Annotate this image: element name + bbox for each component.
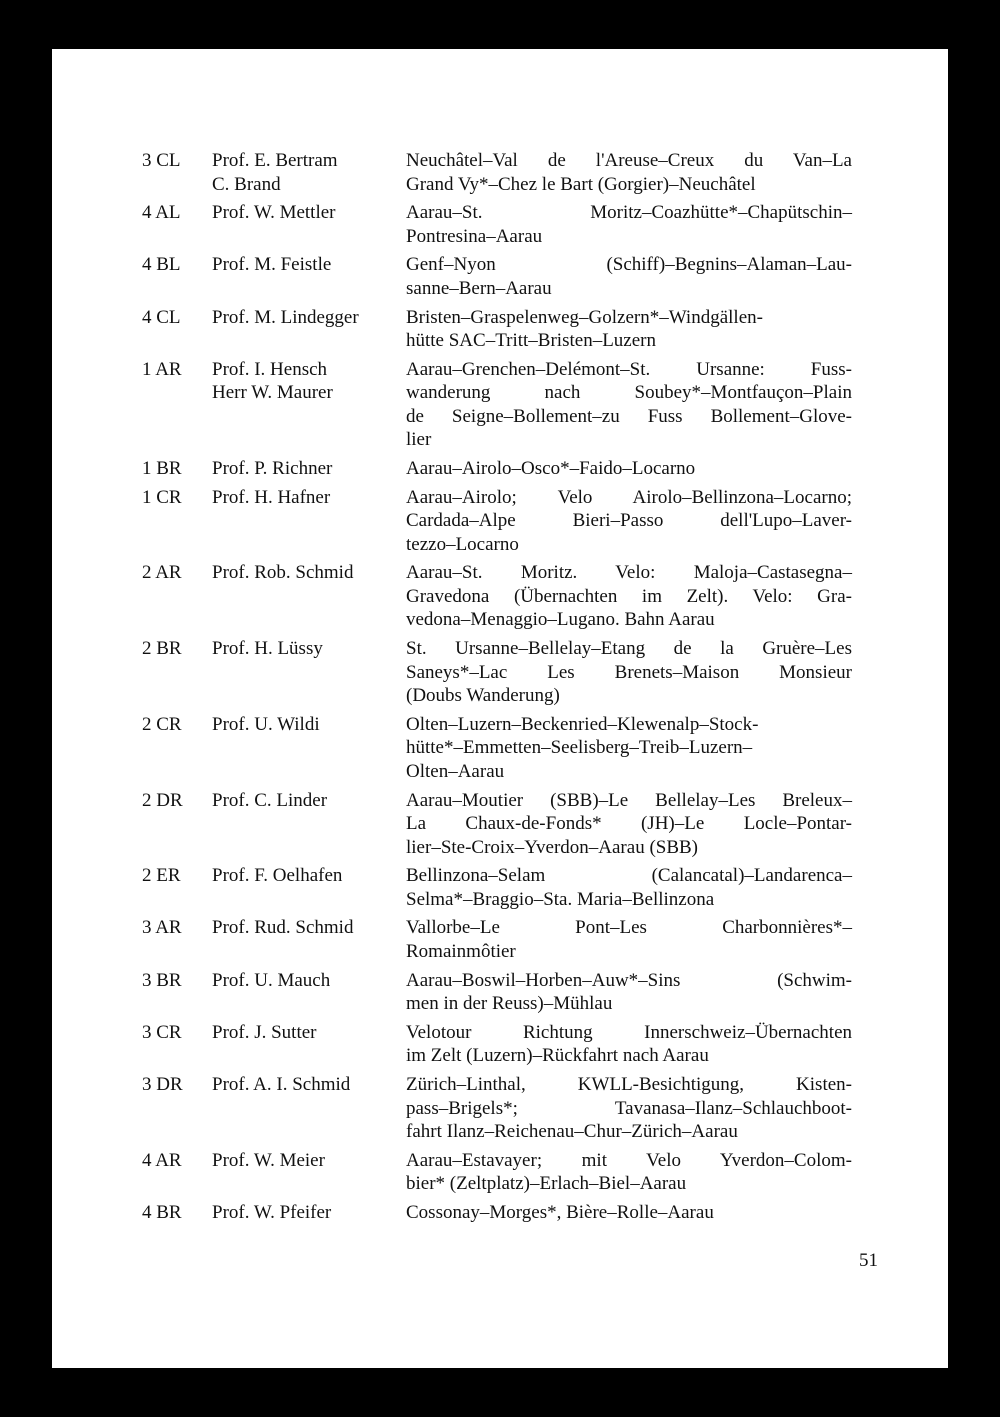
teacher-name: Prof. W. Mettler [212,202,336,224]
route-line: Grand Vy*–Chez le Bart (Gorgier)–Neuchâtel [406,173,756,195]
class-code: 3 CR [142,1021,182,1043]
route-line: Bellinzona–Selam (Calancatal)–Landarenca– [406,865,852,887]
class-code: 4 BR [142,1201,182,1223]
route-line: hütte*–Emmetten–Seelisberg–Treib–Luzern– [406,737,753,759]
route-line: Gravedona (Übernachten im Zelt). Velo: Gra- [406,585,852,607]
route-line: Pontresina–Aarau [406,225,543,247]
class-code: 2 BR [142,638,182,660]
teacher-name: Prof. Rud. Schmid [212,917,354,939]
class-code: 4 AR [142,1149,182,1171]
route-line: Aarau–St. Moritz–Coazhütte*–Chapütschin– [406,202,852,224]
class-code: 2 CR [142,713,182,735]
route-line: Vallorbe–Le Pont–Les Charbonnières*– [406,917,852,939]
teacher-list [212,916,402,940]
class-code: 2 ER [142,865,181,887]
route-line: im Zelt (Luzern)–Rückfahrt nach Aarau [406,1045,709,1067]
page-number: 51 [859,1250,878,1271]
class-code: 4 CL [142,306,181,328]
teacher-name: Prof. Rob. Schmid [212,562,354,584]
route-line: Aarau–Estavayer; mit Velo Yverdon–Colom- [406,1149,852,1171]
class-code: 3 BR [142,969,182,991]
route-description [406,457,852,481]
route-description [406,149,852,196]
route-line: Aarau–Airolo–Osco*–Faido–Locarno [406,458,696,479]
route-description [406,1201,852,1225]
teacher-name: Prof. U. Mauch [212,969,331,991]
class-code: 4 BL [142,254,181,276]
teacher-name: Prof. A. I. Schmid [212,1074,351,1095]
route-line: Saneys*–Lac Les Brenets–Maison Monsieur [406,661,852,683]
route-line: Aarau–Grenchen–Delémont–St. Ursanne: Fuss- [406,358,852,380]
route-line: Neuchâtel–Val de l'Areuse–Creux du Van–La [406,150,852,171]
teacher-list [212,561,402,585]
class-code: 1 AR [142,358,182,380]
route-line: La Chaux-de-Fonds* (JH)–Le Locle–Pontar- [406,813,852,834]
class-code: 1 CR [142,486,182,508]
route-line: Aarau–Boswil–Horben–Auw*–Sins (Schwim- [406,969,852,991]
class-code: 3 CL [142,150,181,171]
teacher-list [212,864,402,888]
teacher-list [212,306,402,330]
route-line: wanderung nach Soubey*–Montfauçon–Plain [406,382,852,404]
class-code: 1 BR [142,458,182,479]
teacher-name: Prof. H. Lüssy [212,638,323,660]
teacher-name: Prof. M. Lindegger [212,306,359,328]
route-line: vedona–Menaggio–Lugano. Bahn Aarau [406,609,715,631]
teacher-name: Prof. H. Hafner [212,486,331,508]
teacher-name: Prof. P. Richner [212,458,333,479]
route-line: Olten–Luzern–Beckenried–Klewenalp–Stock- [406,713,759,735]
teacher-name: C. Brand [212,173,281,195]
teacher-list [212,637,402,661]
route-description [406,789,852,860]
route-description [406,486,852,557]
route-line: Zürich–Linthal, KWLL-Besichtigung, Kisten- [406,1074,852,1095]
route-line: Aarau–Airolo; Velo Airolo–Bellinzona–Locarno; [406,486,852,508]
class-code: 3 DR [142,1074,183,1095]
teacher-name: Prof. I. Hensch [212,358,328,380]
teacher-list [212,358,402,405]
excursion-list [52,49,948,1368]
teacher-name: Prof. F. Oelhafen [212,865,343,887]
class-code: 4 AL [142,202,181,224]
teacher-list [212,486,402,510]
route-description [406,637,852,708]
route-description [406,306,852,353]
route-line: Bristen–Graspelenweg–Golzern*–Windgällen- [406,306,763,328]
teacher-name: Prof. U. Wildi [212,713,320,735]
teacher-name: Herr W. Maurer [212,382,333,404]
teacher-name: Prof. W. Meier [212,1149,325,1171]
route-line: Velotour Richtung Innerschweiz–Übernachten [406,1021,852,1043]
route-line: men in der Reuss)–Mühlau [406,993,613,1015]
route-line: de Seigne–Bollement–zu Fuss Bollement–Glove- [406,405,852,427]
route-line: fahrt Ilanz–Reichenau–Chur–Zürich–Aarau [406,1121,738,1142]
teacher-list [212,1201,402,1225]
route-description [406,1149,852,1196]
route-line: sanne–Bern–Aarau [406,277,552,299]
route-line: St. Ursanne–Bellelay–Etang de la Gruère–Les [406,638,852,660]
route-line: Genf–Nyon (Schiff)–Begnins–Alaman–Lau- [406,254,852,276]
route-line: Selma*–Braggio–Sta. Maria–Bellinzona [406,888,715,910]
class-code: 2 DR [142,789,183,811]
teacher-list [212,253,402,277]
route-description [406,916,852,963]
route-description [406,253,852,300]
route-description [406,713,852,784]
route-description [406,201,852,248]
route-description [406,1021,852,1068]
teacher-name: Prof. W. Pfeifer [212,1201,332,1223]
teacher-name: Prof. E. Bertram [212,150,338,171]
route-line: pass–Brigels*; Tavanasa–Ilanz–Schlauchboot- [406,1097,852,1119]
route-line: bier* (Zeltplatz)–Erlach–Biel–Aarau [406,1173,687,1195]
route-description [406,864,852,911]
teacher-name: Prof. J. Sutter [212,1021,317,1043]
route-description [406,969,852,1016]
teacher-name: Prof. C. Linder [212,789,328,811]
route-description [406,1073,852,1144]
route-line: Romainmôtier [406,940,516,962]
route-line: lier [406,429,432,451]
route-line: Olten–Aarau [406,760,505,782]
route-line: lier–Ste-Croix–Yverdon–Aarau (SBB) [406,836,699,858]
teacher-list [212,1073,402,1097]
teacher-list [212,457,402,481]
teacher-list [212,201,402,225]
teacher-list [212,713,402,737]
route-line: Cardada–Alpe Bieri–Passo dell'Lupo–Laver- [406,510,852,532]
route-line: Aarau–Moutier (SBB)–Le Bellelay–Les Breleux– [406,789,852,811]
route-line: Aarau–St. Moritz. Velo: Maloja–Castasegna– [406,562,852,584]
route-line: tezzo–Locarno [406,533,519,555]
class-code: 2 AR [142,562,182,584]
teacher-list [212,1021,402,1045]
route-description [406,561,852,632]
teacher-list [212,149,402,196]
teacher-list [212,1149,402,1173]
class-code: 3 AR [142,917,182,939]
document-page [52,49,948,1368]
teacher-list [212,969,402,993]
route-line: hütte SAC–Tritt–Bristen–Luzern [406,330,656,352]
route-line: Cossonay–Morges*, Bière–Rolle–Aarau [406,1201,714,1223]
teacher-list [212,789,402,813]
route-description [406,358,852,452]
teacher-name: Prof. M. Feistle [212,254,332,276]
route-line: (Doubs Wanderung) [406,685,560,707]
